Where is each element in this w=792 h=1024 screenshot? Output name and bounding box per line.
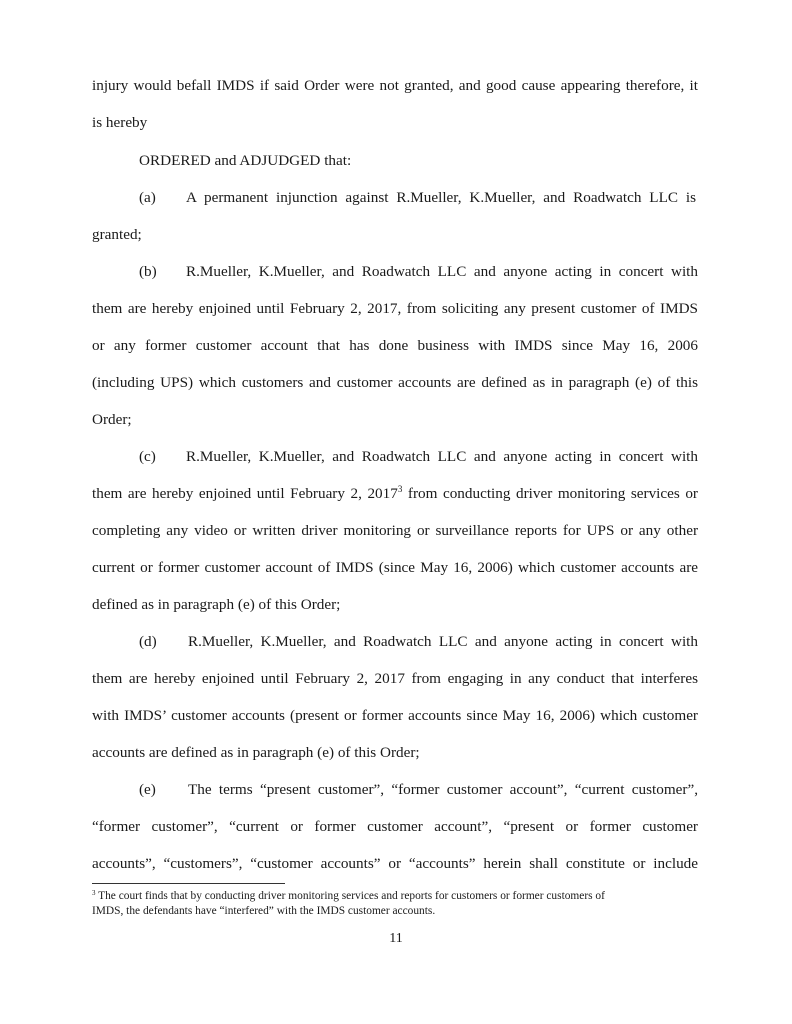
footnote-text-1: The court finds that by conducting driver monitoring services and reports for customers or former customers of [98, 890, 605, 902]
para-c-line-2 [92, 486, 698, 501]
para-b-line-5: Order; [92, 411, 132, 428]
para-d-line-2: them are hereby enjoined until February 2, 2017 from engaging in any conduct that interferes [92, 670, 698, 687]
para-e-label: (e) [139, 781, 156, 798]
para-e-line-2: “former customer”, “current or former customer account”, “present or former customer [92, 818, 698, 835]
para-c-line-2-text: them are hereby enjoined until February 2, 2017 [92, 485, 398, 502]
footnote-reference-3: 3 [397, 484, 403, 494]
para-c-label: (c) [139, 448, 156, 465]
para-c-line-1: R.Mueller, K.Mueller, and Roadwatch LLC and anyone acting in concert with [186, 448, 698, 465]
opening-line-2: is hereby [92, 114, 148, 131]
para-e-line-1: The terms “present customer”, “former customer account”, “current customer”, [188, 781, 698, 798]
page-number: 11 [389, 931, 403, 946]
para-b-line-3: or any former customer account that has done business with IMDS since May 16, 2006 [92, 337, 698, 354]
para-c-line-5: defined as in paragraph (e) of this Order; [92, 596, 341, 613]
para-e-line-3: accounts”, “customers”, “customer accounts” or “accounts” herein shall constitute or include [92, 855, 698, 872]
para-c-line-2-rest: from conducting driver monitoring services or [402, 485, 698, 502]
para-b-label: (b) [139, 263, 157, 280]
ordered-heading: ORDERED and ADJUDGED that: [139, 152, 352, 169]
footnote-marker: 3 [92, 889, 96, 897]
footnote-separator [92, 883, 285, 884]
para-b-line-2: them are hereby enjoined until February 2, 2017, from soliciting any present customer of IMDS [92, 300, 698, 317]
para-b-line-4: (including UPS) which customers and customer accounts are defined as in paragraph (e) of this [92, 374, 698, 391]
para-d-label: (d) [139, 633, 157, 650]
para-c-line-3: completing any video or written driver monitoring or surveillance reports for UPS or any other [92, 522, 698, 539]
para-a-line-1: A permanent injunction against R.Mueller, K.Mueller, and Roadwatch LLC is [186, 189, 696, 206]
footnote-line-1 [92, 891, 605, 902]
para-a-label: (a) [139, 189, 156, 206]
para-d-line-1: R.Mueller, K.Mueller, and Roadwatch LLC and anyone acting in concert with [188, 633, 698, 650]
para-d-line-3: with IMDS’ customer accounts (present or former accounts since May 16, 2006) which customer [92, 707, 698, 724]
para-d-line-4: accounts are defined as in paragraph (e) of this Order; [92, 744, 420, 761]
para-b-line-1: R.Mueller, K.Mueller, and Roadwatch LLC and anyone acting in concert with [186, 263, 698, 280]
para-c-line-4: current or former customer account of IMDS (since May 16, 2006) which customer accounts are [92, 559, 698, 576]
opening-line-1: injury would befall IMDS if said Order were not granted, and good cause appearing therefore, it [92, 77, 698, 94]
para-a-line-2: granted; [92, 226, 142, 243]
footnote-line-2: IMDS, the defendants have “interfered” with the IMDS customer accounts. [92, 905, 436, 917]
